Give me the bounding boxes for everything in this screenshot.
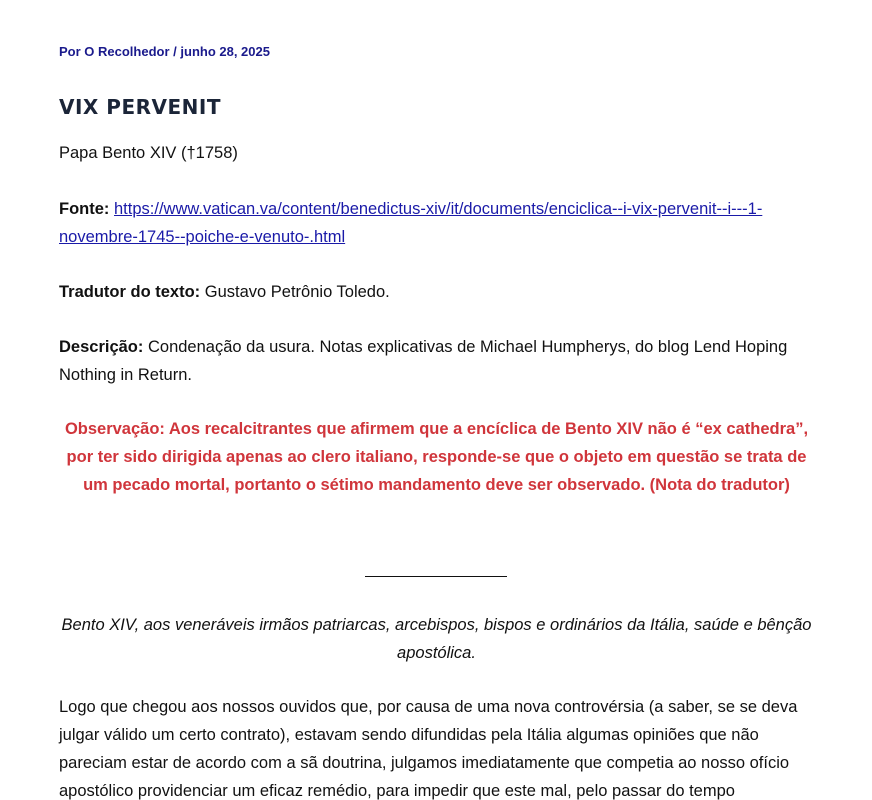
translator-value: Gustavo Petrônio Toledo. (200, 283, 390, 301)
source-link[interactable]: https://www.vatican.va/content/benedictus-xiv/it/documents/enciclica--i-vix-pervenit--i---1-novembre-1745--poiche-e-venuto-.html (59, 200, 763, 246)
subtitle: Papa Bento XIV (†1758) (59, 144, 238, 162)
description-label: Descrição: (59, 338, 144, 356)
translator-note: Observação: Aos recalcitrantes que afirmem que a encíclica de Bento XIV não é “ex cathedra”, por ter sido dirigida apenas ao clero italiano, responde-se que o objeto em questão se trata de um pecado mortal, portanto o sétimo mandamento deve ser observado. (Nota do tradutor) (64, 420, 809, 494)
description-line (59, 333, 819, 389)
translator-label: Tradutor do texto: (59, 283, 201, 301)
section-divider (365, 576, 507, 577)
meta-prefix: Por (59, 44, 85, 59)
body-paragraph: Logo que chegou aos nossos ouvidos que, por causa de uma nova controvérsia (a saber, se se deva julgar válido um certo contrato), estavam sendo difundidas pela Itália algumas opiniões que não pareciam estar de acordo com a sã doutrina, julgamos imediatamente que competia ao nosso ofício apostólico providenciar um eficaz remédio, para impedir que este mal, pelo passar do tempo (59, 698, 798, 800)
post-meta (59, 44, 270, 59)
translator-line (59, 278, 819, 306)
source-label: Fonte: (59, 200, 110, 218)
date-link[interactable]: junho 28, 2025 (180, 44, 270, 59)
description-value: Condenação da usura. Notas explicativas de Michael Humpherys, do blog Lend Hoping Nothing in Return. (59, 338, 788, 384)
author-link[interactable]: O Recolhedor (84, 44, 170, 59)
page-title: VIX PERVENIT (59, 95, 221, 119)
greeting: Bento XIV, aos veneráveis irmãos patriarcas, arcebispos, bispos e ordinários da Itália, saúde e bênção apostólica. (61, 616, 812, 662)
source-line (59, 195, 819, 251)
meta-separator: / (169, 44, 181, 59)
